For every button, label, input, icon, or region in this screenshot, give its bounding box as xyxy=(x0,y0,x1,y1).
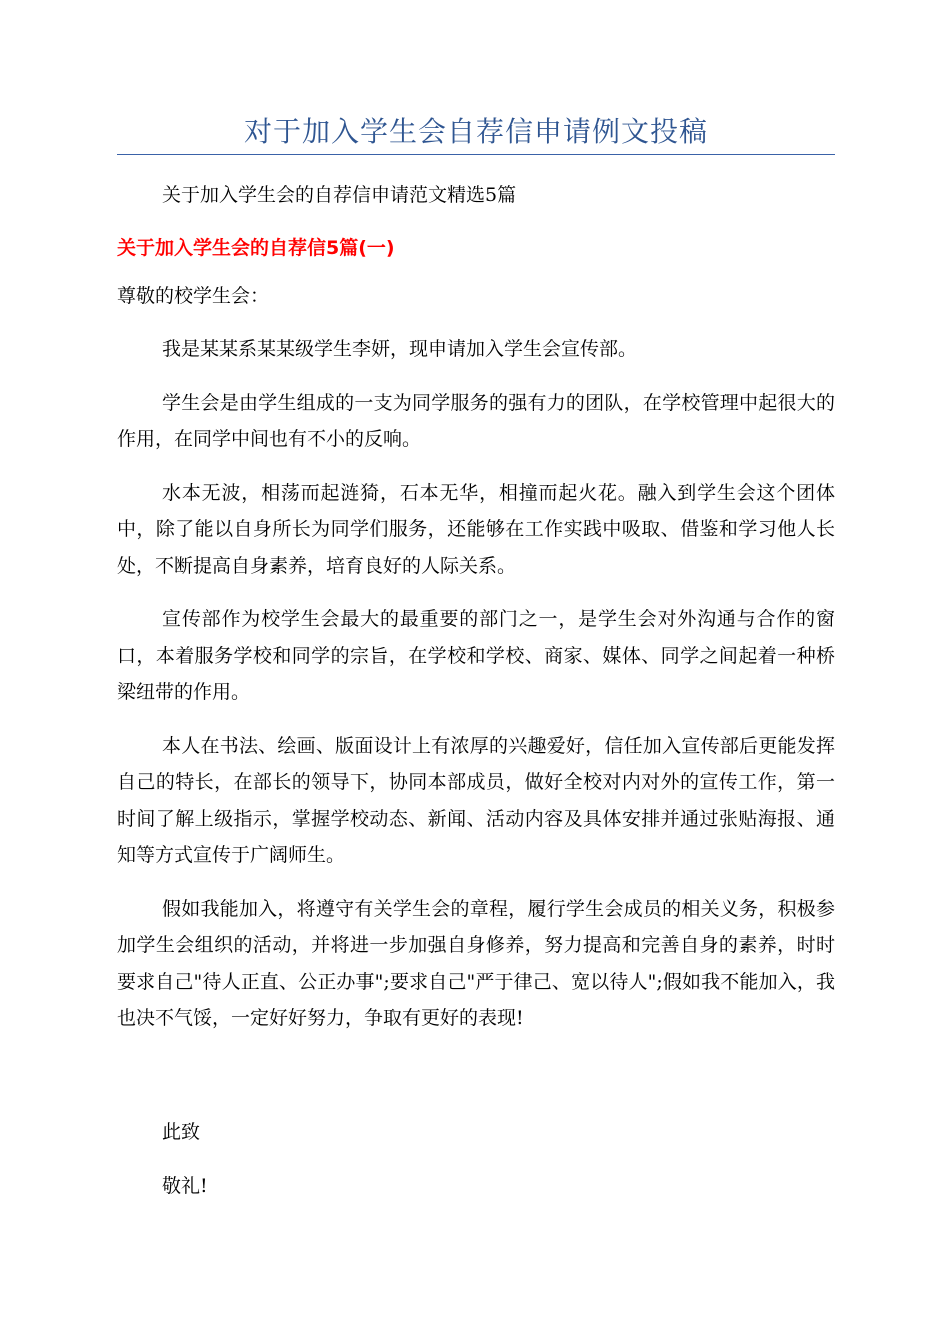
closing-line-1: 此致 xyxy=(162,1121,201,1143)
document-title: 对于加入学生会自荐信申请例文投稿 xyxy=(243,115,708,148)
closing-line-2: 敬礼! xyxy=(162,1175,208,1197)
paragraph-2: 学生会是由学生组成的一支为同学服务的强有力的团队，在学校管理中起很大的作用，在同学中间也有不小的反响。 xyxy=(117,391,835,450)
paragraph-6: 假如我能加入，将遵守有关学生会的章程，履行学生会成员的相关义务，积极参加学生会组织的活动，并将进一步加强自身修养，努力提高和完善自身的素养，时时要求自己"待人正直、公正办事";要求自己"严于律己、宽以待人";假如我不能加入，我也决不气馁，一定好好努力，争取有更好的表现! xyxy=(117,897,835,1029)
letter-body xyxy=(117,331,835,1054)
paragraph-1: 我是某某系某某级学生李妍，现申请加入学生会宣传部。 xyxy=(162,338,638,360)
paragraph-5: 本人在书法、绘画、版面设计上有浓厚的兴趣爱好，信任加入宣传部后更能发挥自己的特长，在部长的领导下，协同本部成员，做好全校对内对外的宣传工作，第一时间了解上级指示，掌握学校动态、新闻、活动内容及具体安排并通过张贴海报、通知等方式宣传于广阔师生。 xyxy=(117,734,835,866)
section-heading: 关于加入学生会的自荐信5篇(一) xyxy=(117,237,395,259)
salutation: 尊敬的校学生会： xyxy=(117,285,270,307)
paragraph-4: 宣传部作为校学生会最大的最重要的部门之一，是学生会对外沟通与合作的窗口，本着服务学校和同学的宗旨，在学校和学校、商家、媒体、同学之间起着一种桥梁纽带的作用。 xyxy=(117,608,835,703)
document-subtitle: 关于加入学生会的自荐信申请范文精选5篇 xyxy=(162,184,517,206)
paragraph-3: 水本无波，相荡而起涟猗，石本无华，相撞而起火花。融入到学生会这个团体中，除了能以自身所长为同学们服务，还能够在工作实践中吸取、借鉴和学习他人长处，不断提高自身素养，培育良好的人际关系。 xyxy=(117,481,835,577)
title-underline xyxy=(117,154,835,155)
